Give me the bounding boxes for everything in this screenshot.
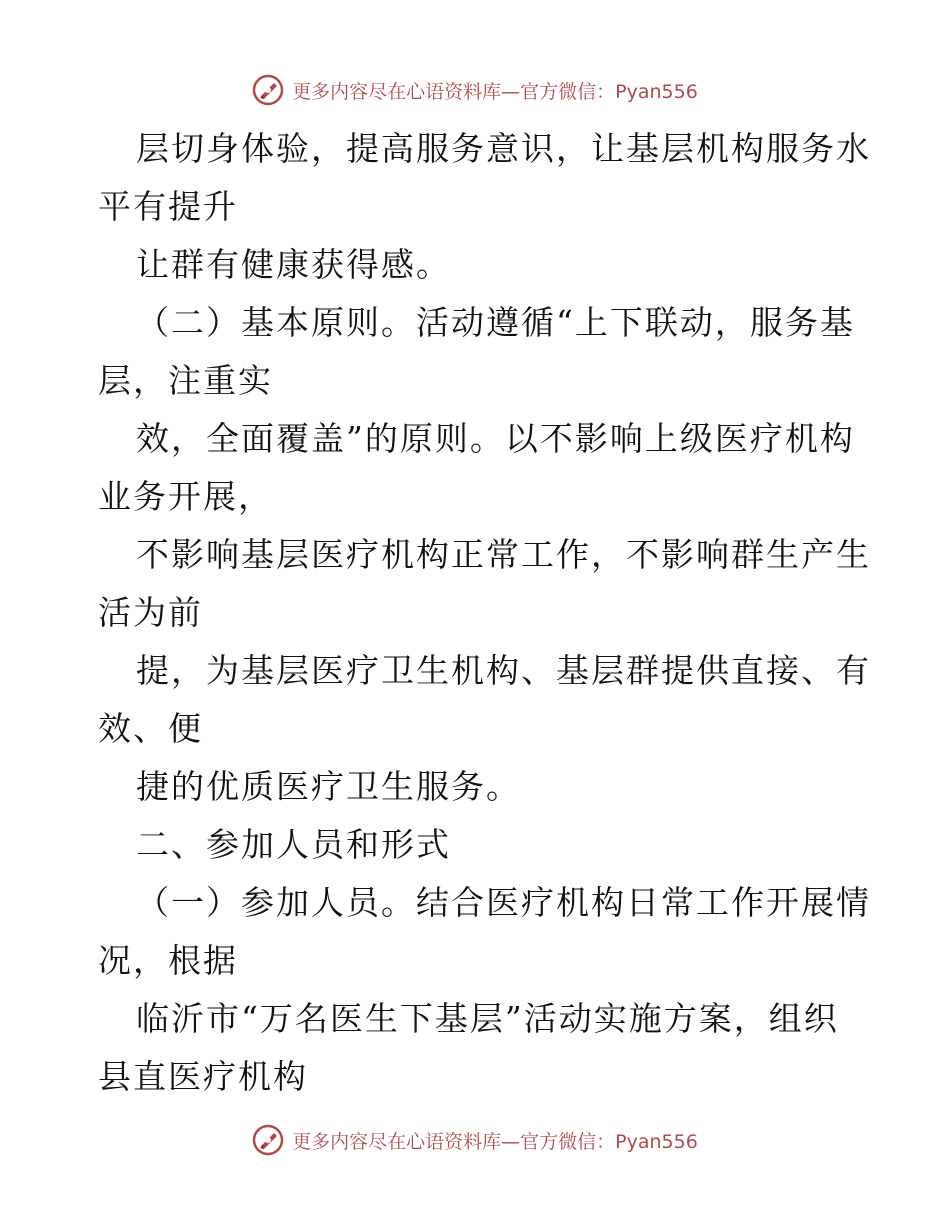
watermark-text: 更多内容尽在心语资料库—官方微信：Pyan556 bbox=[292, 1130, 698, 1153]
text-line: 临沂市“万名医生下基层”活动实施方案，组织 bbox=[136, 999, 839, 1038]
text-line: 层切身体验，提高服务意识，让基层机构服务水 bbox=[136, 129, 871, 168]
text-line: （二）基本原则。活动遵循“上下联动，服务基 bbox=[136, 303, 855, 342]
text-line: 平有提升 bbox=[98, 187, 238, 226]
section-heading: 二、参加人员和形式 bbox=[136, 825, 451, 864]
header-watermark bbox=[0, 70, 950, 110]
text-line: （一）参加人员。结合医疗机构日常工作开展情 bbox=[136, 883, 871, 922]
text-line: 况，根据 bbox=[98, 941, 238, 980]
watermark-text: 更多内容尽在心语资料库—官方微信：Pyan556 bbox=[292, 80, 698, 103]
logo-icon bbox=[252, 74, 284, 106]
document-body bbox=[98, 120, 871, 1106]
text-line: 提，为基层医疗卫生机构、基层群提供直接、有 bbox=[136, 651, 871, 690]
logo-icon bbox=[252, 1124, 284, 1156]
text-line: 效，全面覆盖”的原则。以不影响上级医疗机构 bbox=[136, 419, 855, 458]
text-line: 不影响基层医疗机构正常工作，不影响群生产生 bbox=[136, 535, 871, 574]
text-line: 让群有健康获得感。 bbox=[136, 245, 451, 284]
text-line: 活为前 bbox=[98, 593, 203, 632]
footer-watermark bbox=[0, 1120, 950, 1160]
text-line: 层，注重实 bbox=[98, 361, 273, 400]
text-line: 捷的优质医疗卫生服务。 bbox=[136, 767, 521, 806]
text-line: 业务开展， bbox=[98, 477, 273, 516]
text-line: 效、便 bbox=[98, 709, 203, 748]
text-line: 县直医疗机构 bbox=[98, 1057, 308, 1096]
